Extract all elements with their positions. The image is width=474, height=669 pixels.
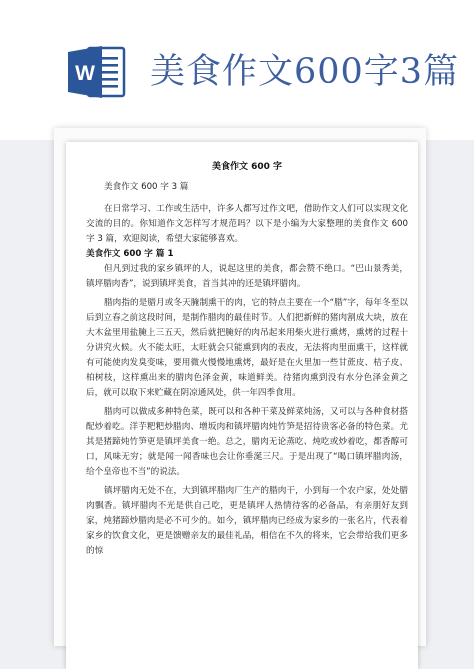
paragraph-3: 腊肉可以做成多种特色菜，既可以和各种干菜及鲜菜炖汤，又可以与各种食材搭配炒着吃。洋芋粑粑炒腊肉、增坂肉和镇坪腊肉炖竹笋是招待贵客必备的特色菜。尤其是猪蹄炖竹笋更是镇坪美食一绝。总之，腊肉无论蒸吃、炖吃或炒着吃，都香醇可口，风味无穷；就是闻一闻香味也会让你垂涎三尺。于是出现了“喝口镇坪腊肉汤，给个皇帝也不当”的说法。 [86, 407, 408, 477]
document-title: 美食作文 600 字 [211, 162, 283, 172]
paragraph-1: 但凡到过我的家乡镇坪的人，说起这里的美食，都会赞不绝口。“巴山景秀美，镇坪腊肉香”，说到镇坪美食，首当其冲的还是镇坪腊肉。 [86, 264, 408, 289]
word-document-icon [68, 44, 126, 100]
paragraph-4: 镇坪腊肉无处不在，大到镇坪腊肉厂生产的腊肉干，小到每一个农户家，处处腊肉飘香。镇坪腊肉不光是供自己吃，更是镇坪人热情待客的必备品，有亲朋好友到家，炖猪蹄炒腊肉是必不可少的。如今，镇坪腊肉已经成为家乡的一张名片，代表着家乡的饮食文化，更是馈赠亲友的最佳礼品，相信在不久的将来，它会带给我们更多的惊 [86, 486, 408, 556]
document-content [86, 160, 408, 559]
banner-title: 美食作文600字3篇 [150, 52, 460, 92]
banner [0, 0, 474, 128]
word-icon-letter: W [75, 62, 95, 85]
section-heading: 美食作文 600 字 篇 1 [86, 249, 174, 259]
intro-paragraph: 在日常学习、工作或生活中，许多人都写过作文吧，借助作文人们可以实现文化交流的目的。你知道作文怎样写才规范吗？以下是小编为大家整理的美食作文 600 字 3 篇，欢迎阅读，希望大家能够喜欢。 [86, 204, 408, 244]
document-page [66, 142, 418, 669]
paragraph-2: 腊肉指的是腊月或冬天腌制熏干的肉，它的特点主要在一个“腊”字，每年冬至以后到立春之前这段时间，是制作腊肉的最佳时节。人们把新鲜的猪肉割成大块，放在大木盆里用盐腌上三五天，然后就把腌好的肉吊起来用柴火进行熏烤，熏烤的过程十分讲究火候。火不能太旺，太旺就会只能熏到肉的表皮，无法将肉里面熏干，这样就有可能使肉发臭变味，要用微火慢慢地熏烤，最好是在火里加一些甘蔗皮、桔子皮、柏树枝，这样熏出来的腊肉色泽金黄，味道鲜美。待猪肉熏到没有水分色泽金黄之后，就可以取下来贮藏在阴凉通风处，供一年四季食用。 [86, 298, 408, 398]
document-subtitle: 美食作文 600 字 3 篇 [104, 182, 189, 192]
